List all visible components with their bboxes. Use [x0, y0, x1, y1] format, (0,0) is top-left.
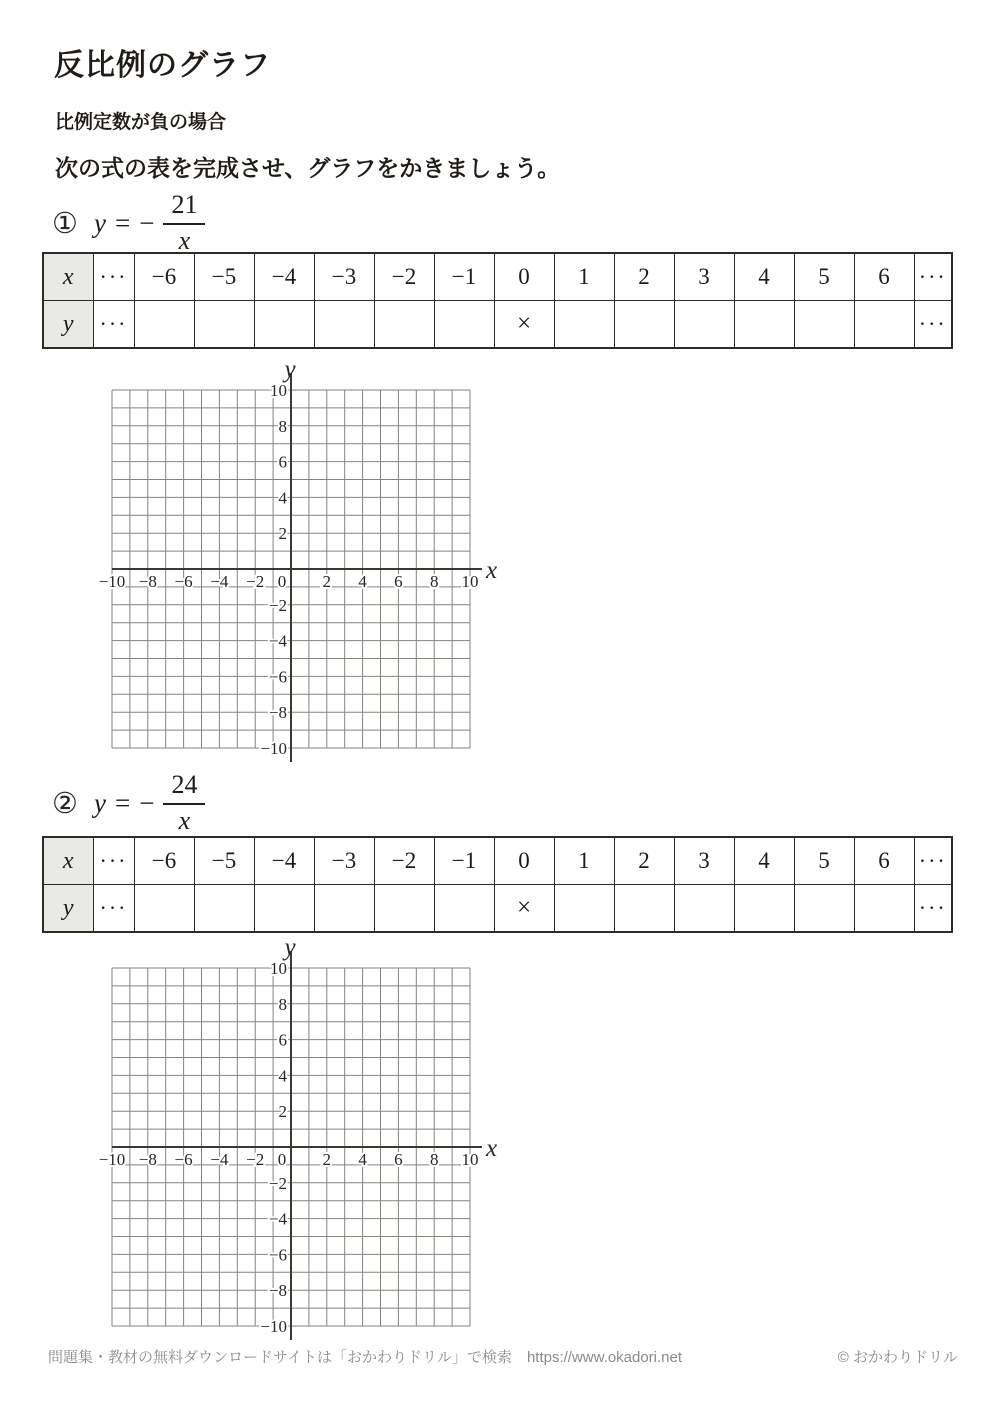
- y-tick-label: 2: [278, 1102, 287, 1122]
- x-tick-label: −2: [246, 1150, 265, 1169]
- x-value-cell: −6: [134, 253, 194, 301]
- y-tick-label: −8: [268, 703, 287, 723]
- table-header-y: y: [43, 885, 93, 933]
- answer-cell: [854, 301, 914, 349]
- value-table-1: [42, 252, 953, 349]
- equation-variable-y: y: [94, 787, 106, 818]
- x-tick-label: 2: [322, 572, 332, 591]
- answer-cell: [734, 885, 794, 933]
- fraction-numerator: 21: [163, 192, 205, 225]
- x-value-cell: 0: [494, 253, 554, 301]
- footer-site-text: 問題集・教材の無料ダウンロードサイトは「おかわりドリル」で検索 https://www.okadori.net: [48, 1349, 683, 1366]
- ellipsis-cell: ···: [93, 837, 134, 885]
- y-tick-label: 4: [278, 1066, 287, 1086]
- x-value-cell: −2: [374, 837, 434, 885]
- minus-sign: −: [139, 787, 155, 818]
- x-tick-label: −10: [98, 572, 126, 591]
- y-axis-name-label: y: [284, 934, 296, 961]
- answer-cell: [794, 301, 854, 349]
- minus-sign: −: [139, 207, 155, 238]
- y-tick-label: −10: [260, 739, 287, 758]
- y-axis-name-label: y: [284, 356, 296, 383]
- x-tick-label: 6: [394, 572, 403, 591]
- fraction: [163, 192, 205, 254]
- ellipsis-cell: ···: [914, 885, 952, 933]
- y-tick-label: 2: [278, 524, 287, 544]
- x-tick-label: 6: [394, 1150, 403, 1169]
- answer-cell: [614, 885, 674, 933]
- x-value-cell: 2: [614, 253, 674, 301]
- x-value-cell: −2: [374, 253, 434, 301]
- x-tick-label: −4: [210, 1150, 229, 1169]
- y-tick-label: −8: [268, 1281, 287, 1301]
- value-table: [42, 252, 953, 349]
- y-tick-label: −4: [268, 631, 287, 651]
- problem-1-equation: [52, 190, 205, 255]
- x-value-cell: 0: [494, 837, 554, 885]
- y-tick-label: 8: [278, 416, 287, 436]
- answer-cell: [554, 885, 614, 933]
- fraction: [163, 772, 205, 834]
- x-value-cell: −6: [134, 837, 194, 885]
- x-value-cell: −3: [314, 837, 374, 885]
- x-value-cell: 1: [554, 837, 614, 885]
- page-title: 反比例のグラフ: [54, 49, 271, 82]
- answer-cell: [674, 885, 734, 933]
- x-tick-label: −8: [138, 572, 157, 591]
- fraction-denominator: x: [178, 226, 191, 255]
- x-tick-label: −2: [246, 572, 265, 591]
- value-table: [42, 836, 953, 933]
- x-tick-label: 4: [358, 572, 367, 591]
- ellipsis-cell: ···: [93, 885, 134, 933]
- x-value-cell: −1: [434, 837, 494, 885]
- answer-cell: [854, 885, 914, 933]
- x-axis-name-label: x: [486, 1135, 498, 1162]
- x-value-cell: 1: [554, 253, 614, 301]
- fraction-denominator: x: [178, 806, 191, 835]
- equals-sign: =: [114, 207, 131, 238]
- problem-2-number-badge: ②: [52, 786, 78, 820]
- x-tick-label: −6: [174, 1150, 193, 1169]
- y-tick-label: 10: [270, 959, 287, 978]
- x-value-cell: 6: [854, 253, 914, 301]
- y-tick-label: −6: [268, 1245, 287, 1265]
- x-value-cell: 5: [794, 253, 854, 301]
- answer-cell: [134, 301, 194, 349]
- x-value-cell: 4: [734, 837, 794, 885]
- y-tick-label: −4: [268, 1209, 287, 1229]
- x-tick-label: 10: [461, 1150, 479, 1169]
- x-tick-label: 10: [461, 572, 479, 591]
- table-header-x: x: [43, 253, 93, 301]
- x-value-cell: 6: [854, 837, 914, 885]
- answer-cell: [374, 885, 434, 933]
- x-value-cell: −3: [314, 253, 374, 301]
- equals-sign: =: [114, 787, 131, 818]
- x-value-cell: −4: [254, 837, 314, 885]
- x-value-cell: 3: [674, 837, 734, 885]
- x-tick-label: 4: [358, 1150, 367, 1169]
- ellipsis-cell: ···: [914, 301, 952, 349]
- x-value-cell: −5: [194, 253, 254, 301]
- y-tick-label: −2: [268, 1173, 287, 1193]
- answer-cell: [674, 301, 734, 349]
- answer-cell: [254, 885, 314, 933]
- page-footer: [48, 1346, 958, 1367]
- x-tick-label: −8: [138, 1150, 157, 1169]
- table-header-x: x: [43, 837, 93, 885]
- instruction-text: 次の式の表を完成させ、グラフをかきましょう。: [55, 155, 561, 181]
- ellipsis-cell: ···: [914, 253, 952, 301]
- origin-label: 0: [277, 1150, 287, 1169]
- answer-cell: [794, 885, 854, 933]
- answer-cell: [554, 301, 614, 349]
- x-value-cell: −5: [194, 837, 254, 885]
- graph-grid-2: [82, 933, 512, 1343]
- x-tick-label: 8: [429, 1150, 439, 1169]
- x-tick-label: −4: [210, 572, 229, 591]
- problem-1-number-badge: ①: [52, 206, 78, 240]
- equation-variable-y: y: [94, 207, 106, 238]
- answer-cell: [734, 301, 794, 349]
- answer-cell: [434, 301, 494, 349]
- worksheet-subtitle: 比例定数が負の場合: [55, 112, 227, 133]
- x-value-cell: 5: [794, 837, 854, 885]
- answer-cell: [614, 301, 674, 349]
- answer-cell: [194, 885, 254, 933]
- y-tick-label: 8: [278, 994, 287, 1014]
- ellipsis-cell: ···: [914, 837, 952, 885]
- x-tick-label: 2: [322, 1150, 332, 1169]
- fraction-numerator: 24: [163, 772, 205, 805]
- x-value-cell: 3: [674, 253, 734, 301]
- answer-cell: [314, 301, 374, 349]
- footer-copyright: © おかわりドリル: [837, 1349, 958, 1366]
- answer-cell: [314, 885, 374, 933]
- y-tick-label: 10: [270, 381, 287, 400]
- x-tick-label: −10: [98, 1150, 126, 1169]
- x-value-cell: 2: [614, 837, 674, 885]
- answer-cell: [134, 885, 194, 933]
- y-tick-label: −6: [268, 667, 287, 687]
- answer-cell: [434, 885, 494, 933]
- answer-cell: [194, 301, 254, 349]
- no-value-mark: ×: [494, 301, 554, 349]
- x-value-cell: −4: [254, 253, 314, 301]
- y-tick-label: −10: [260, 1317, 287, 1336]
- y-tick-label: 6: [278, 1030, 287, 1050]
- y-tick-label: 6: [278, 452, 287, 472]
- x-tick-label: 8: [429, 572, 439, 591]
- answer-cell: [374, 301, 434, 349]
- ellipsis-cell: ···: [93, 253, 134, 301]
- table-header-y: y: [43, 301, 93, 349]
- value-table-2: [42, 836, 953, 933]
- y-tick-label: 4: [278, 488, 287, 508]
- x-tick-label: −6: [174, 572, 193, 591]
- y-tick-label: −2: [268, 595, 287, 615]
- ellipsis-cell: ···: [93, 301, 134, 349]
- graph-grid-1: [82, 355, 512, 765]
- x-value-cell: 4: [734, 253, 794, 301]
- answer-cell: [254, 301, 314, 349]
- x-axis-name-label: x: [486, 557, 498, 584]
- no-value-mark: ×: [494, 885, 554, 933]
- origin-label: 0: [277, 572, 287, 591]
- x-value-cell: −1: [434, 253, 494, 301]
- problem-2-equation: [52, 770, 205, 835]
